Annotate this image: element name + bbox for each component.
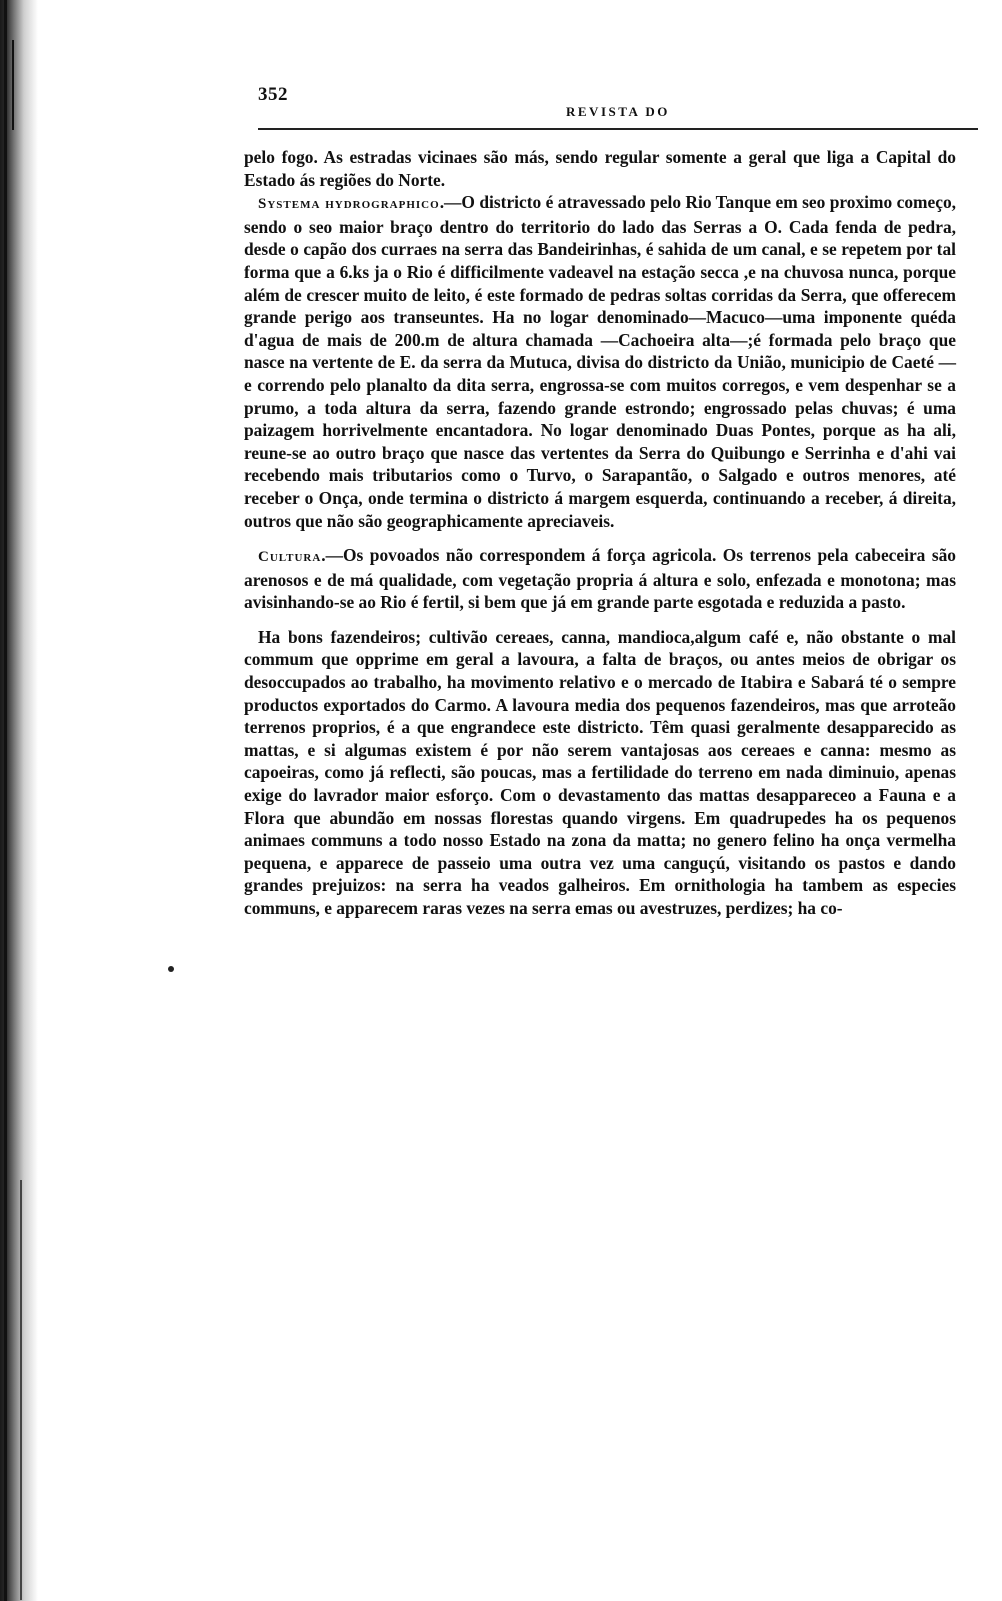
page-header [258, 84, 978, 124]
paragraph-text: pelo fogo. As estradas vicinaes são más, sendo regular somente a geral que liga a Capital do Estado ás regiões do Norte. [244, 147, 956, 190]
page-number: 352 [258, 84, 288, 105]
running-head: REVISTA DO [566, 104, 670, 119]
paragraph-text: .—O districto é atravessado pelo Rio Tanque em seo proximo começo, sendo o seo maior braço dentro do territorio do lado das Serras a O. Cada fenda de pedra, desde o capão dos curraes na serra das Bandeirinhas, é sahida de um canal, e se repetem por tal forma que a 6.ks ja o Rio é difficilmente vadeavel na estação secca ,e na chuvosa nunca, porque além de crescer muito de leito, é este formado de pedras soltas corridas da Serra, que offerecem grande perigo aos transeuntes. Ha no logar denominado—Macuco—uma imponente quéda d'agua de mais de 200.m de altura chamada —Cachoeira alta—;é formada pelo braço que nasce na vertente de E. da serra da Mutuca, divisa do districto da União, municipio de Caeté —e correndo pelo planalto da dita serra, engrossa-se com muitos corregos, e vem despenhar se a prumo, a toda altura da serra, fazendo grande estrondo; engrossado pelas chuvas; é uma paizagem horrivelmente encantadora. No logar denominado Duas Pontes, porque as ha ali, reune-se ao outro braço que nasce das vertentes da Serra do Quibungo e Serrinha e d'ahi vai recebendo mais tributarios como o Turvo, o Sarapantão, o Salgado e outros menores, até receber o Onça, onde termina o districto á margem esquerda, continuando a receber, á direita, outros que não são geographicamente apreciaveis. [244, 192, 957, 531]
paragraph-text: .—Os povoados não correspondem á força agricola. Os terrenos pela cabeceira são arenosos e de má qualidade, com vegetação propria á altura e solo, enfezada e monotona; mas avisinhando-se ao Rio é fertil, si bem que já em grande parte esgotada e reduzida a pasto. [244, 545, 956, 613]
book-binding-edge [0, 0, 38, 1601]
paragraph-text: Ha bons fazendeiros; cultivão cereaes, canna, mandioca,algum café e, não obstante o mal commum que opprime em geral a lavoura, a falta de braços, ou antes meios de obrigar os desoccupados ao trabalho, ha movimento relativo e o mercado de Itabira e Sabará té o sempre productos exportados do Carmo. A lavoura media dos pequenos fazendeiros, mas que arroteão terrenos proprios, é a que engrandece este districto. Têm quasi geralmente desapparecido as mattas, e si algumas existem é por não serem vantajosas aos cereaes e canna: mesmo as capoeiras, como já reflecti, são poucas, mas a fertilidade do terreno em nada diminuio, apenas exige do lavrador maior esforço. Com o devastamento das mattas desappareceo a Fauna e a Flora que abundão em nossas florestas quando virgens. Em quadrupedes ha os pequenos animaes communs a todo nosso Estado na zona da matta; no genero felino ha onça vermelha pequena, e apparece de passeio uma outra vez uma canguçú, visitando os pastos e dando grandes prejuizos: na serra ha veados galheiros. Em ornithologia ha tambem as especies communs, e apparecem raras vezes na serra emas ou avestruzes, perdizes; ha co- [244, 626, 956, 918]
paragraph [244, 146, 956, 191]
scan-speck [168, 966, 174, 972]
paragraph [244, 191, 956, 532]
paragraph [244, 544, 956, 614]
header-rule [258, 128, 978, 130]
body-text [244, 146, 956, 920]
section-heading: Cultura [258, 549, 322, 566]
section-heading: Systema hydrographico [258, 196, 440, 213]
paragraph [244, 626, 956, 920]
